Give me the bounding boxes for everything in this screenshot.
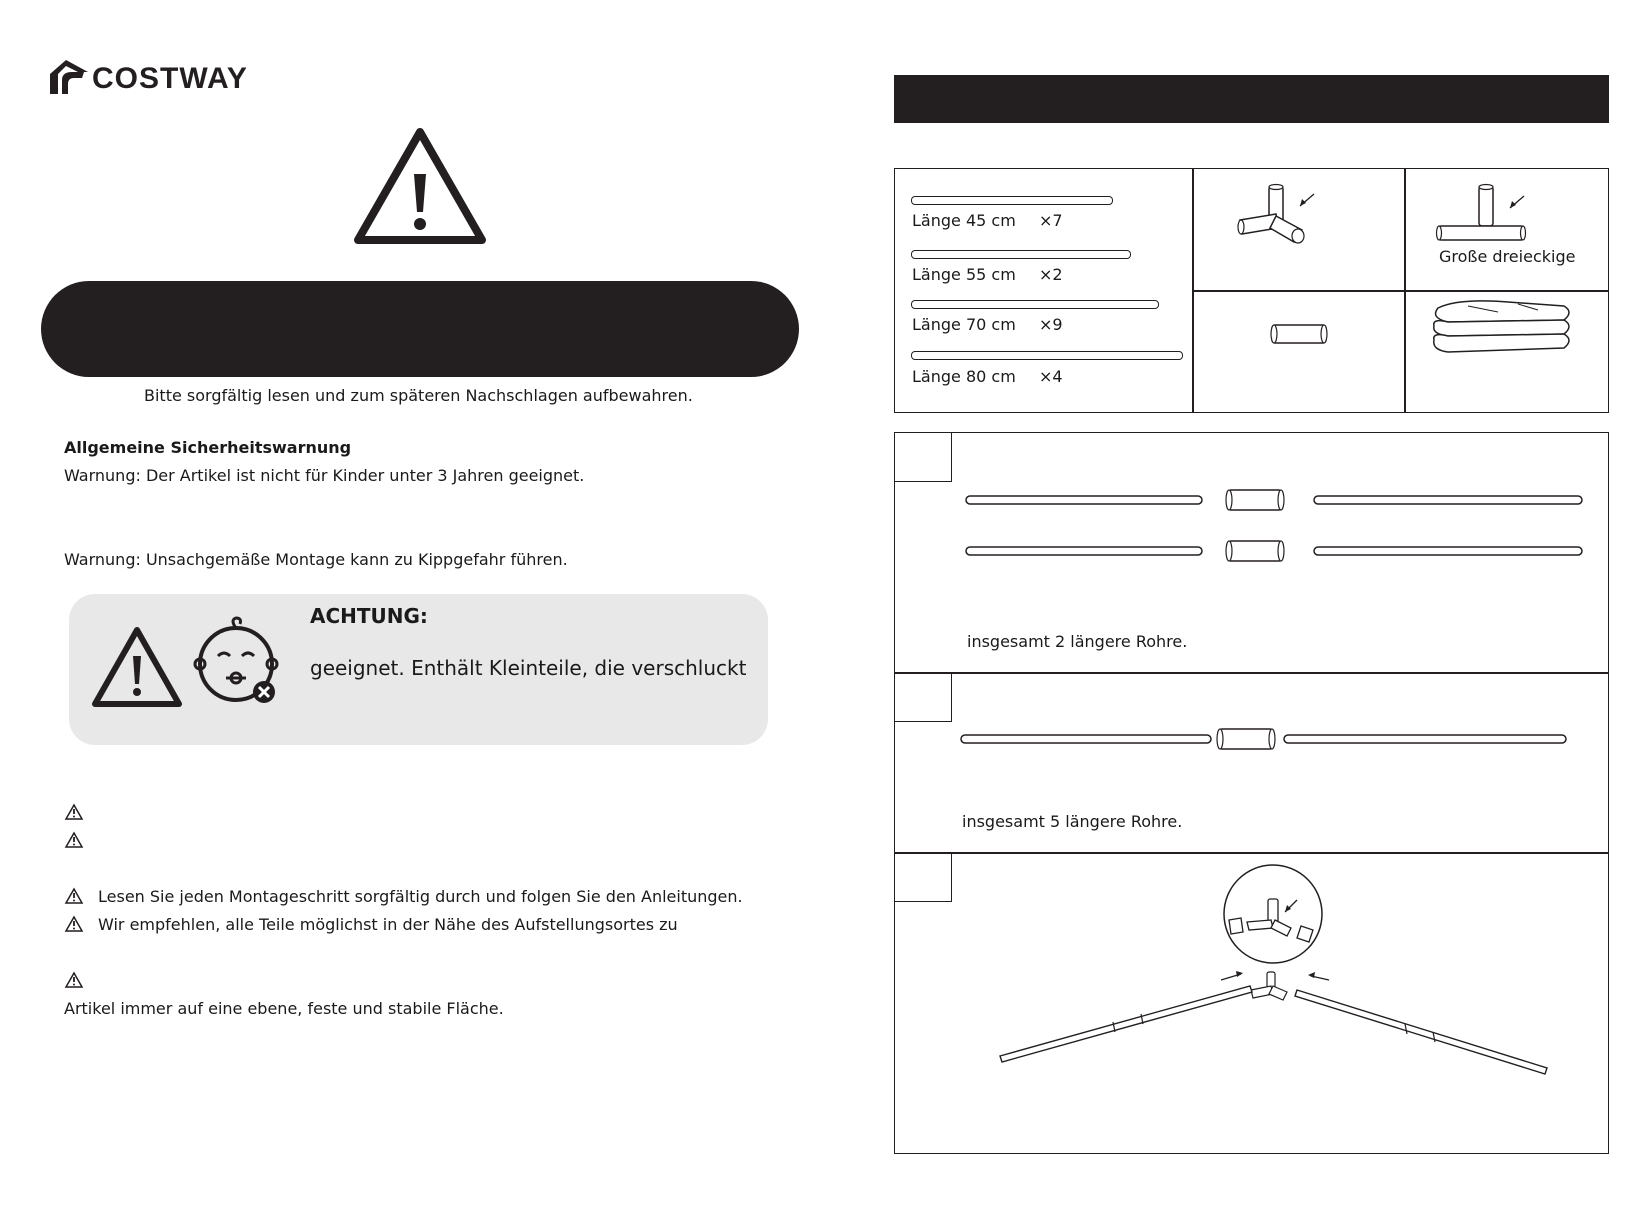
parts-divider xyxy=(1192,290,1609,292)
parts-header-bar xyxy=(894,75,1609,123)
t-connector-icon xyxy=(1436,184,1536,244)
warning-tipping: Warnung: Unsachgemäße Montage kann zu Kippgefahr führen. xyxy=(64,550,568,569)
house-logo-icon xyxy=(48,58,90,96)
tube-label: Länge 80 cm xyxy=(912,367,1016,386)
achtung-title: ACHTUNG: xyxy=(310,604,428,628)
triangle-fabric-label: Große dreieckige xyxy=(1439,247,1576,266)
tube-55 xyxy=(911,250,1131,259)
note-stable-surface: Artikel immer auf eine ebene, feste und stabile Fläche. xyxy=(64,999,504,1018)
achtung-text: geeignet. Enthält Kleinteile, die verschluckt xyxy=(310,656,747,680)
warning-children: Warnung: Der Artikel ist nicht für Kinder unter 3 Jahren geeignet. xyxy=(64,466,585,485)
step-number-box xyxy=(894,432,952,482)
step2-tubes-illustration xyxy=(960,728,1570,752)
costway-logo xyxy=(48,58,248,98)
tube-qty: ×9 xyxy=(1039,315,1063,334)
small-warning-icon xyxy=(65,804,83,820)
step1-tubes-illustration xyxy=(965,490,1585,570)
tube-label: Länge 70 cm xyxy=(912,315,1016,334)
warning-triangle-icon xyxy=(353,126,487,246)
connector-sleeve-icon xyxy=(1270,323,1330,345)
title-banner xyxy=(41,281,799,377)
tube-45 xyxy=(911,196,1113,205)
small-warning-icon xyxy=(65,916,83,932)
tube-label: Länge 45 cm xyxy=(912,211,1016,230)
brand-name: COSTWAY xyxy=(92,62,248,95)
step-number-box xyxy=(894,672,952,722)
step1-note: insgesamt 2 längere Rohre. xyxy=(967,632,1188,651)
small-warning-icon xyxy=(65,832,83,848)
baby-face-icon xyxy=(194,616,284,706)
step3-frame-illustration xyxy=(995,864,1555,1084)
corner-connector-icon xyxy=(1236,184,1326,254)
tube-qty: ×2 xyxy=(1039,265,1063,284)
tube-qty: ×4 xyxy=(1039,367,1063,386)
step-number-box xyxy=(894,852,952,902)
step-divider xyxy=(894,852,1609,854)
small-warning-icon xyxy=(65,888,83,904)
tube-label: Länge 55 cm xyxy=(912,265,1016,284)
note-read-steps: Lesen Sie jeden Montageschritt sorgfältig durch und folgen Sie den Anleitungen. xyxy=(98,887,743,906)
tube-qty: ×7 xyxy=(1039,211,1063,230)
intro-text: Bitte sorgfältig lesen und zum späteren Nachschlagen aufbewahren. xyxy=(144,386,693,405)
tube-80 xyxy=(911,351,1183,360)
step-divider xyxy=(894,672,1609,674)
small-warning-icon xyxy=(65,972,83,988)
tube-70 xyxy=(911,300,1159,309)
safety-heading: Allgemeine Sicherheitswarnung xyxy=(64,438,352,457)
step2-note: insgesamt 5 längere Rohre. xyxy=(962,812,1183,831)
warning-triangle-icon xyxy=(91,626,183,708)
folded-fabric-icon xyxy=(1428,298,1574,362)
note-assembly-location: Wir empfehlen, alle Teile möglichst in der Nähe des Aufstellungsortes zu xyxy=(98,915,678,934)
